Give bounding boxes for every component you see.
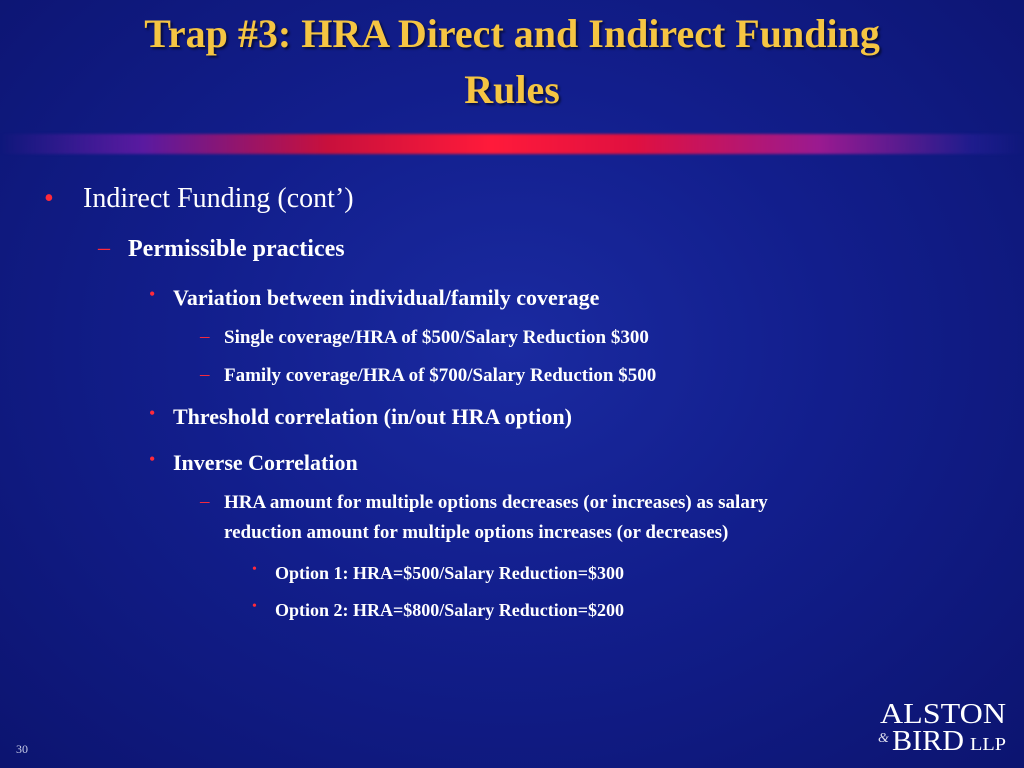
- dash-marker-icon: –: [98, 235, 110, 261]
- bullet-text: Inverse Correlation: [173, 450, 358, 475]
- logo-suffix: LLP: [970, 734, 1006, 754]
- bullet-marker-icon: •: [252, 562, 257, 577]
- dash-marker-icon: –: [200, 364, 210, 385]
- bullet-text: HRA amount for multiple options decreases (or increases) as salary: [224, 492, 768, 513]
- bullet-marker-icon: •: [149, 449, 156, 469]
- bullet-text: Threshold correlation (in/out HRA option): [173, 404, 572, 429]
- slide-number: 30: [16, 742, 28, 756]
- bullet-text: Option 1: HRA=$500/Salary Reduction=$300: [275, 563, 625, 583]
- bullet-text-continuation: reduction amount for multiple options increases (or decreases): [224, 522, 729, 543]
- bullet-marker-icon: •: [149, 403, 156, 423]
- bullet-text: Option 2: HRA=$800/Salary Reduction=$200: [275, 600, 625, 620]
- logo-ampersand: &: [878, 731, 889, 746]
- bullet-text: Indirect Funding (cont’): [83, 183, 354, 214]
- logo-line-1: ALSTON: [880, 699, 1006, 730]
- bullet-marker-icon: •: [44, 183, 54, 214]
- logo-line-2: BIRD: [892, 726, 964, 756]
- bullet-marker-icon: •: [252, 599, 257, 614]
- dash-marker-icon: –: [200, 326, 210, 347]
- slide-title-line-2: Rules: [464, 67, 560, 112]
- slide-title-line-1: Trap #3: HRA Direct and Indirect Funding: [144, 11, 880, 56]
- bullet-text: Variation between individual/family coverage: [173, 285, 600, 310]
- bullet-marker-icon: •: [149, 284, 156, 304]
- bullet-text: Single coverage/HRA of $500/Salary Reduction $300: [224, 327, 649, 348]
- alston-bird-logo: [878, 698, 1014, 756]
- dash-marker-icon: –: [200, 491, 210, 512]
- bullet-text: Family coverage/HRA of $700/Salary Reduction $500: [224, 365, 657, 386]
- bullet-text: Permissible practices: [128, 236, 345, 262]
